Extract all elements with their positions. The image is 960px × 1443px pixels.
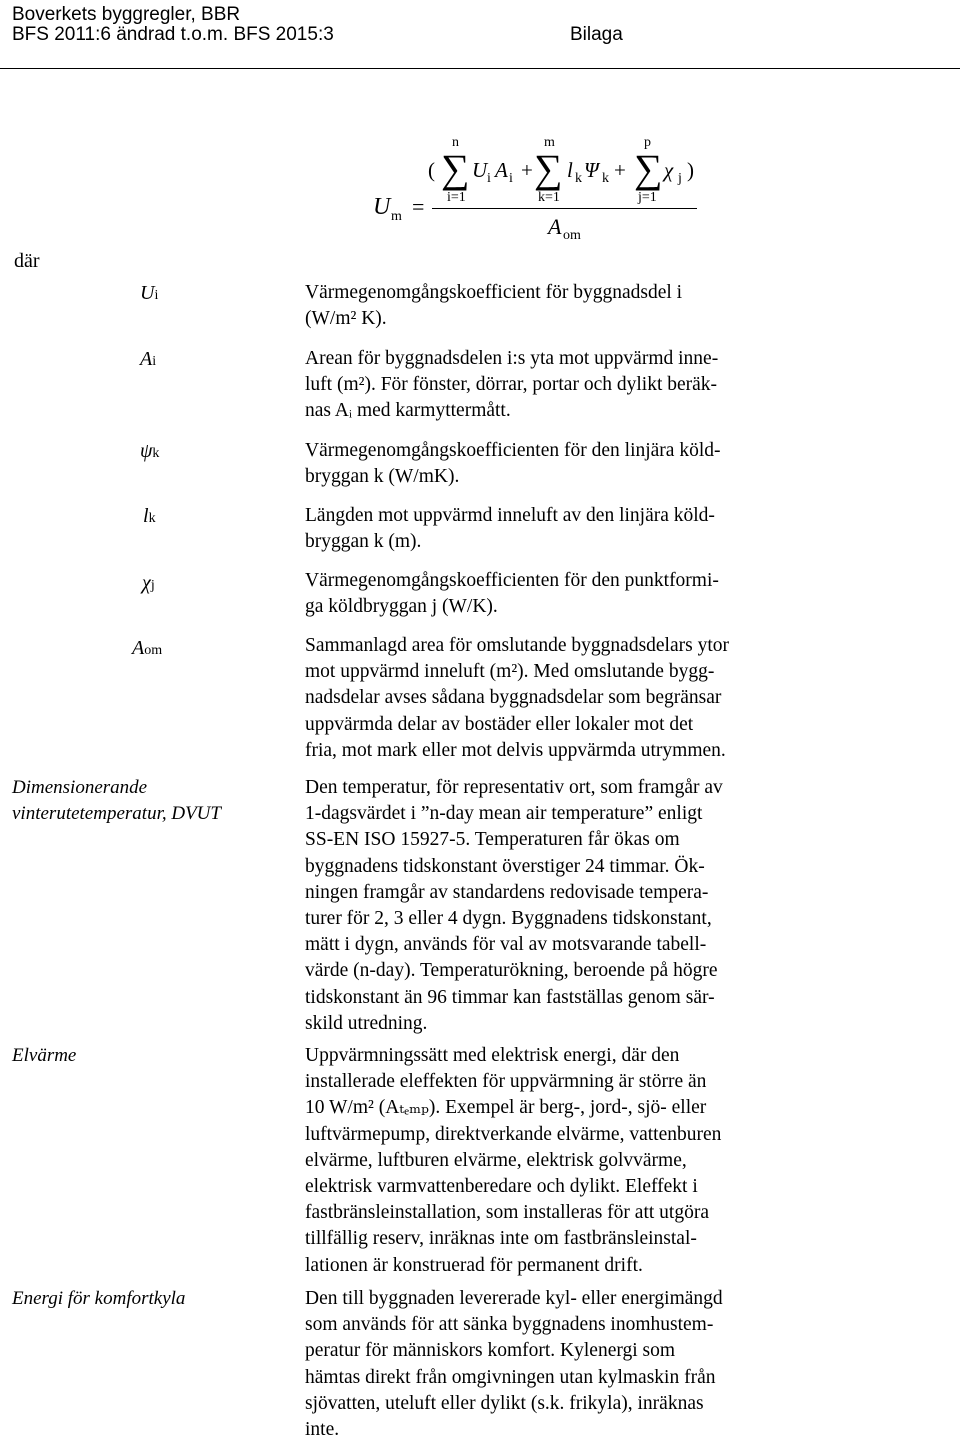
term-l: l [567, 158, 573, 182]
term-psi: Ψ [584, 158, 599, 182]
sum2-sigma: ∑ [534, 146, 563, 191]
formula-lhs-sub: m [391, 209, 402, 224]
dar-label: där [14, 250, 40, 272]
term-text-dvut: Den temperatur, för representativ ort, som framgår av 1-dagsvärdet i ”n-day mean air temperature” enligt SS-EN ISO 15927-5. Temperaturen får ökas om byggnadens tidskonstant överstiger 24 timmar. Ök- ningen framgår av standardens redovisade tempera- turer för 2, 3 eller 4 dygn. Byggnadens tidskonstant, mätt i dygn, används för val av motsvarande tabell- värde (n-day). Temperaturökning, beroende på högre tidskonstant än 96 timmar kan fastställas genom sär- skild utredning. [305, 777, 723, 1034]
def-symbol-ui: Ui [140, 282, 159, 304]
formula-denominator-sub: om [563, 228, 581, 243]
formula-lhs: U [373, 194, 391, 220]
header-title: Boverkets byggregler, BBR [12, 4, 241, 25]
plus-1: + [521, 158, 533, 182]
sum1-upper: n [452, 135, 459, 150]
def-symbol-lk: lk [143, 505, 156, 527]
plus-2: + [614, 158, 626, 182]
def-symbol-psik: ψk [140, 440, 160, 462]
def-symbol-ai: Ai [140, 348, 157, 370]
term-label-dvut: Dimensionerande vinterutetemperatur, DVUT [12, 777, 221, 824]
header-bfs: BFS 2011:6 ändrad t.o.m. BFS 2015:3 [12, 24, 334, 45]
sum3-lower: j=1 [638, 190, 657, 205]
header-section: Bilaga [570, 24, 623, 45]
formula-close-paren: ) [687, 158, 694, 182]
sum1-sigma: ∑ [441, 146, 470, 191]
term-text-komfortkyla: Den till byggnaden levererade kyl- eller energimängd som används för att sänka byggnadens inomhustem- peratur för människors komfort. Kylenergi som hämtas direkt från omgivningen utan kylmaskin från sjövatten, uteluft eller dylikt (s.k. frikyla), inräknas inte. [305, 1288, 723, 1441]
formula-equals: = [412, 194, 425, 219]
formula-denominator: A [548, 214, 562, 239]
header-rule [0, 68, 960, 69]
term-label-komfortkyla: Energi för komfortkyla [12, 1288, 186, 1309]
def-symbol-chij: χj [142, 572, 155, 594]
term-a: A [495, 158, 508, 182]
sum3-upper: p [644, 135, 651, 150]
sum2-lower: k=1 [538, 190, 560, 205]
def-text-chij: Värmegenomgångskoefficienten för den punktformi- ga köldbryggan j (W/K). [305, 570, 719, 618]
sum3-sigma: ∑ [634, 146, 663, 191]
def-symbol-aom: Aom [132, 637, 163, 659]
term-a-sub: i [509, 171, 513, 186]
term-chi-sub: j [678, 171, 682, 186]
term-l-sub: k [575, 171, 582, 186]
term-u-sub: i [487, 171, 491, 186]
def-text-aom: Sammanlagd area för omslutande byggnadsdelars ytor mot uppvärmd inneluft (m²). Med omslutande bygg- nadsdelar avses sådana byggnadsdelar som begränsar uppvärmda delar av bostäder eller lokaler mot det fria, mot mark eller mot delvis uppvärmda utrymmen. [305, 635, 730, 761]
term-psi-sub: k [602, 171, 609, 186]
fraction-bar [432, 208, 697, 209]
def-text-psik: Värmegenomgångskoefficienten för den linjära köld- bryggan k (W/mK). [305, 440, 721, 488]
term-label-elvarme: Elvärme [12, 1045, 77, 1066]
formula-open-paren: ( [428, 158, 435, 182]
sum1-lower: i=1 [447, 190, 466, 205]
def-text-lk: Längden mot uppvärmd inneluft av den linjära köld- bryggan k (m). [305, 505, 715, 553]
def-text-ui: Värmegenomgångskoefficient för byggnadsdel i (W/m² K). [305, 282, 683, 330]
term-u: U [472, 158, 488, 182]
def-text-ai: Arean för byggnadsdelen i:s yta mot uppvärmd inne- luft (m²). För fönster, dörrar, portar och dylikt beräk- nas Aᵢ med karmyttermått. [305, 348, 719, 422]
term-chi: χ [664, 158, 674, 182]
term-text-elvarme: Uppvärmningssätt med elektrisk energi, där den installerade eleffekten för uppvärmning är större än 10 W/m² (Aₜₑₘₚ). Exempel är berg-, jord-, sjö- eller luftvärmepump, direktverkande elvärme, vattenburen elvärme, luftburen elvärme, elektrisk golvvärme, elektrisk varmvattenberedare och dylikt. Eleffekt i fastbränsleinstallation, som installeras för att utgöra tillfällig reserv, inräknas inte om fastbränsleinstal- lationen är konstruerad för permanent drift. [305, 1045, 722, 1276]
sum2-upper: m [544, 135, 555, 150]
